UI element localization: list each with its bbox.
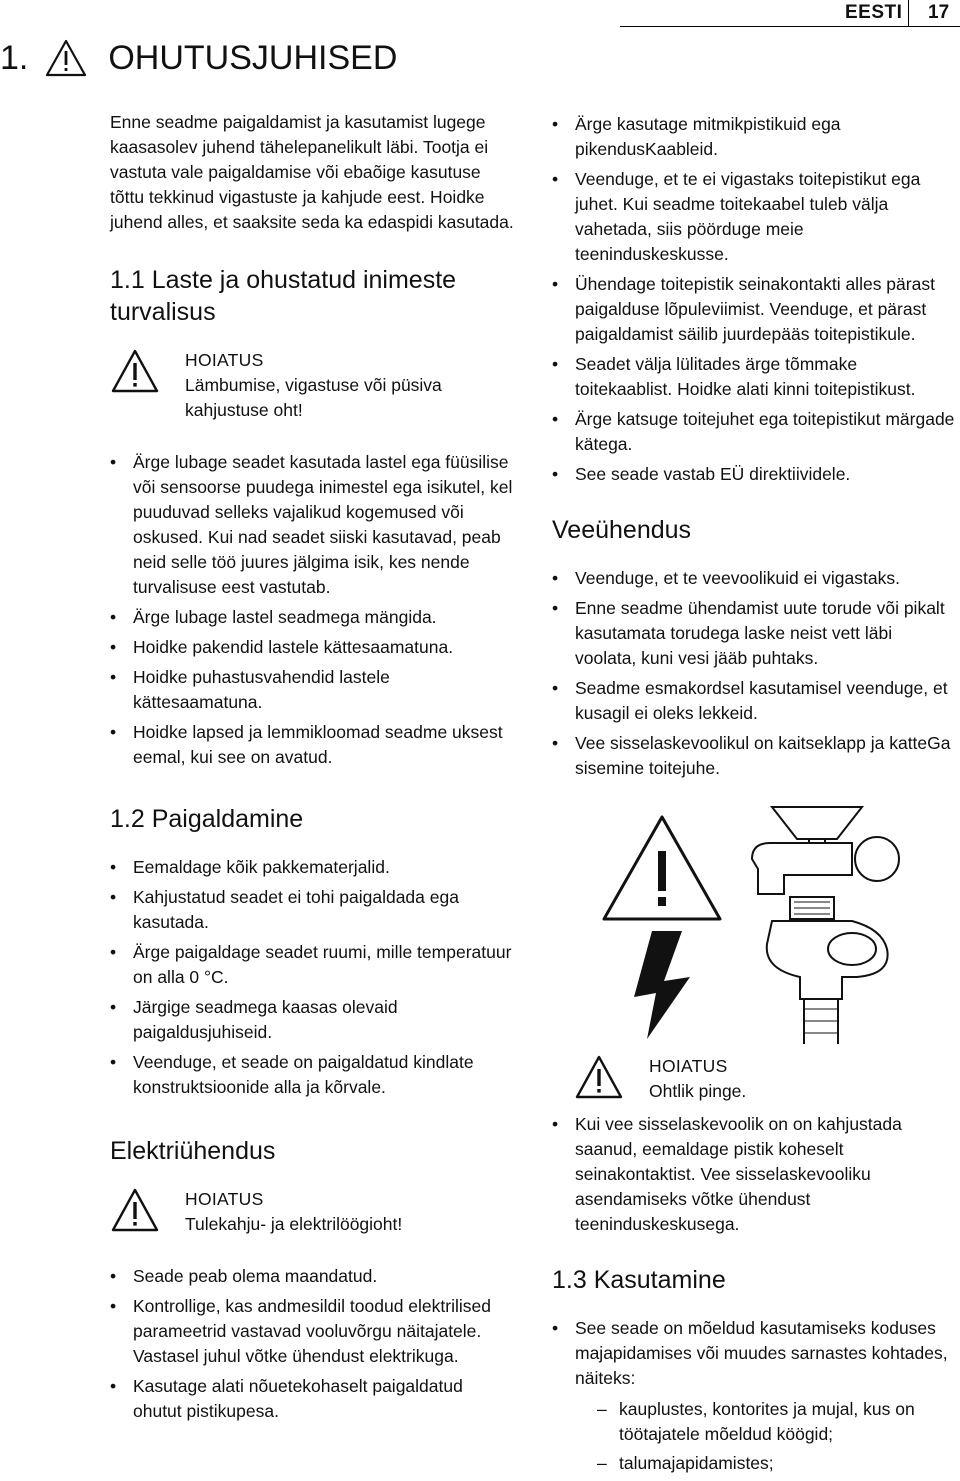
section-1-1-title: 1.1 Laste ja ohustatud inimeste turvalisus: [110, 266, 457, 326]
electrical-list-continued: [552, 112, 957, 487]
list-item: • Ärge lubage lastel seadmega mängida.: [110, 605, 515, 630]
list-item: • Veenduge, et te ei vigastaks toitepistikut ega juhet. Kui seadme toitekaabel tuleb välja vahetada, siis pöörduge meie teeninduskeskusse.: [552, 167, 957, 267]
water-connection-title: Veeühendus: [552, 516, 692, 544]
header-language: EESTI: [845, 2, 903, 23]
water-inlet-hose-illustration: [552, 799, 957, 1044]
hose-damage-list: [552, 1112, 957, 1237]
warning-triangle-icon: [110, 1187, 160, 1233]
warning-title: HOIATUS: [185, 350, 264, 370]
children-safety-list: [110, 450, 515, 770]
intro-paragraph: Enne seadme paigaldamist ja kasutamist lugege kaasasolev juhend tähelepanelikult läbi. Tootja ei vastuta vale paigaldamise või ebaõige kasutuse tõttu tekkinud vigastuste ja kahjude eest. Hoidke juhend alles, et saaksite seda ka edaspidi kasutada.: [110, 112, 514, 232]
list-item: • Ärge katsuge toitejuhet ega toitepistikut märgade kätega.: [552, 407, 957, 457]
list-item: • Vee sisselaskevoolikul on kaitseklapp ja katteGa sisemine toitejuhe.: [552, 731, 957, 781]
list-item: • Hoidke pakendid lastele kättesaamatuna.: [110, 635, 515, 660]
section-1-2-title: 1.2 Paigaldamine: [110, 805, 304, 833]
list-item: • Ärge paigaldage seadet ruumi, mille temperatuur on alla 0 °C.: [110, 940, 515, 990]
list-item: • Kontrollige, kas andmesildil toodud elektrilised parameetrid vastavad vooluvõrgu näitajatele. Vastasel juhul võtke ühendust elektrikuga.: [110, 1294, 515, 1369]
section-1-3-title: 1.3 Kasutamine: [552, 1266, 726, 1294]
electrical-title: Elektriühendus: [110, 1137, 276, 1165]
electrical-list: [110, 1264, 515, 1424]
chapter-title: OHUTUSJUHISED: [108, 38, 398, 77]
list-item: • Kasutage alati nõuetekohaselt paigaldatud ohutut pistikupesa.: [110, 1374, 515, 1424]
list-item: • Ärge lubage seadet kasutada lastel ega füüsilise või sensoorse puudega inimestel ega isikutel, kel puuduvad selleks vajalikud kogemused või oskused. Kui nad seadet siiski kasutavad, peab neid selle töö juures jälgima isik, kes nende turvalisuse eest vastutab.: [110, 450, 515, 600]
list-item-text: See seade on mõeldud kasutamiseks koduses majapidamises või muudes sarnastes kohtades, näiteks:: [575, 1318, 948, 1388]
warning-text: Tulekahju- ja elektrilöögioht!: [185, 1214, 403, 1234]
header-separator: [908, 0, 909, 26]
list-item: • Kui vee sisselaskevoolik on on kahjustada saanud, eemaldage pistik koheselt seinakontaktist. Vee sisselaskevooliku asendamiseks võtke ühendust teeninduskeskusega.: [552, 1112, 957, 1237]
chapter-number: 1.: [0, 38, 29, 77]
warning-text: Lämbumise, vigastuse või püsiva kahjustuse oht!: [185, 375, 442, 420]
warning-box-children: [110, 348, 515, 423]
list-item: • Hoidke puhastusvahendid lastele kättesaamatuna.: [110, 665, 515, 715]
list-item: • Veenduge, et seade on paigaldatud kindlate konstruktsioonide alla ja kõrvale.: [110, 1050, 515, 1100]
list-item: • Järgige seadmega kaasas olevaid paigaldusjuhiseid.: [110, 995, 515, 1045]
warning-text: Ohtlik pinge.: [649, 1081, 747, 1101]
list-item: • Seade peab olema maandatud.: [110, 1264, 515, 1289]
water-connection-list: [552, 566, 957, 781]
lightning-bolt-icon: [634, 931, 690, 1039]
warning-triangle-icon: [574, 1054, 624, 1100]
header-rule: [620, 26, 960, 27]
list-item: • Eemaldage kõik pakkematerjalid.: [110, 855, 515, 880]
list-item: • Kahjustatud seadet ei tohi paigaldada ega kasutada.: [110, 885, 515, 935]
usage-sub-list: [575, 1397, 957, 1476]
sub-list-item: – talumajapidamistes;: [575, 1451, 957, 1476]
list-item: • Ärge kasutage mitmikpistikuid ega pikendusKaableid.: [552, 112, 957, 162]
installation-list: [110, 855, 515, 1100]
chapter-heading: [0, 38, 397, 78]
warning-box-electrical: [110, 1187, 515, 1237]
list-item: • Seadme esmakordsel kasutamisel veenduge, et kusagil ei oleks lekkeid.: [552, 676, 957, 726]
list-item: • Hoidke lapsed ja lemmikloomad seadme uksest eemal, kui see on avatud.: [110, 720, 515, 770]
list-item: • Enne seadme ühendamist uute torude või pikalt kasutamata torudega laske neist vett läbi voolata, kuni vesi jääb puhtaks.: [552, 596, 957, 671]
warning-title: HOIATUS: [649, 1056, 728, 1076]
hose-illustration-image: [552, 799, 957, 1044]
list-item: [552, 1316, 957, 1476]
warning-box-voltage: [552, 1054, 957, 1104]
warning-triangle-icon: [110, 348, 160, 394]
list-item: • Ühendage toitepistik seinakontakti alles pärast paigalduse lõpuleviimist. Veenduge, et pärast paigaldamist säilib juurdepääs toitepistikule.: [552, 272, 957, 347]
warning-triangle-icon: [44, 38, 88, 78]
sub-list-item: – kauplustes, kontorites ja mujal, kus on töötajatele mõeldud köögid;: [575, 1397, 957, 1447]
list-item: • Seadet välja lülitades ärge tõmmake toitekaablist. Hoidke alati kinni toitepistikust.: [552, 352, 957, 402]
page-number: 17: [928, 2, 950, 23]
usage-list: [552, 1316, 957, 1476]
warning-title: HOIATUS: [185, 1189, 264, 1209]
left-column: [110, 110, 515, 1429]
list-item: • Veenduge, et te veevoolikuid ei vigastaks.: [552, 566, 957, 591]
right-column: [552, 112, 957, 1481]
list-item: • See seade vastab EÜ direktiividele.: [552, 462, 957, 487]
